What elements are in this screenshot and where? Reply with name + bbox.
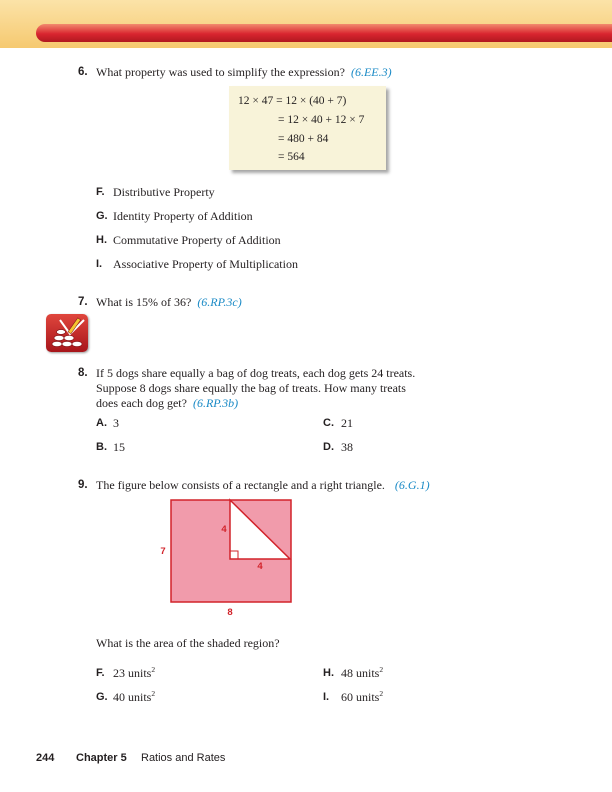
- q9-option-i-exponent: 2: [379, 689, 384, 698]
- label-triangle-horizontal-leg: 4: [257, 561, 263, 572]
- question-9-subquestion: What is the area of the shaded region?: [96, 636, 280, 650]
- page-number: 244: [36, 752, 55, 764]
- question-6-prompt: What property was used to simplify the expression?: [96, 65, 345, 79]
- question-8-standard: (6.RP.3b): [192, 396, 239, 410]
- question-6-standard: (6.EE.3): [350, 65, 392, 79]
- q9-option-f-letter: F.: [96, 667, 105, 679]
- q8-option-b-text[interactable]: 15: [113, 440, 125, 454]
- q9-option-i-value: 60 units: [341, 690, 380, 704]
- q9-option-f-exponent: 2: [151, 665, 156, 674]
- q8-option-c-text[interactable]: 21: [341, 416, 353, 430]
- q9-option-h-exponent: 2: [379, 665, 384, 674]
- q8-option-b-letter: B.: [96, 441, 107, 453]
- question-7-text: [96, 295, 242, 310]
- label-height: 7: [160, 546, 166, 557]
- question-6-text: [96, 65, 392, 80]
- label-width: 8: [227, 607, 233, 618]
- question-7-prompt: What is 15% of 36?: [96, 295, 192, 309]
- header-accent-bar: [36, 24, 612, 42]
- expression-line-3: = 480 + 84: [278, 133, 329, 145]
- q6-option-f-text[interactable]: Distributive Property: [113, 185, 215, 199]
- expression-line-2: = 12 × 40 + 12 × 7: [278, 114, 365, 126]
- expression-box: [229, 86, 386, 170]
- question-8-line-2: Suppose 8 dogs share equally the bag of treats. How many treats: [96, 381, 406, 395]
- question-9-text: [96, 478, 430, 493]
- q6-option-g-text[interactable]: Identity Property of Addition: [113, 209, 253, 223]
- q9-option-g-letter: G.: [96, 691, 108, 703]
- q8-option-d-text[interactable]: 38: [341, 440, 353, 454]
- q9-option-g-text[interactable]: [113, 690, 155, 705]
- calculator-graphic: [46, 314, 88, 352]
- question-8-text: [96, 366, 415, 411]
- q9-option-i-letter: I.: [323, 691, 330, 703]
- q6-option-h-letter: H.: [96, 234, 107, 246]
- question-6-number: 6.: [78, 66, 88, 78]
- question-9-prompt: The figure below consists of a rectangle and a right triangle.: [96, 478, 385, 492]
- question-8-line-3-wrap: [96, 396, 415, 411]
- expression-line-1: 12 × 47 = 12 × (40 + 7): [238, 95, 347, 107]
- question-7-number: 7.: [78, 296, 88, 308]
- label-triangle-vertical-leg: 4: [221, 524, 227, 535]
- question-8-line-3: does each dog get?: [96, 396, 187, 410]
- question-7-standard: (6.RP.3c): [197, 295, 242, 309]
- q8-option-c-letter: C.: [323, 417, 334, 429]
- q6-option-h-text[interactable]: Commutative Property of Addition: [113, 233, 281, 247]
- q6-option-g-letter: G.: [96, 210, 108, 222]
- question-8-line-1: If 5 dogs share equally a bag of dog treats, each dog gets 24 treats.: [96, 366, 416, 380]
- expression-line-4: = 564: [278, 151, 305, 163]
- q6-option-f-letter: F.: [96, 186, 105, 198]
- question-9-standard: (6.G.1): [394, 478, 430, 492]
- calculator-icon[interactable]: [46, 314, 88, 352]
- question-8-number: 8.: [78, 367, 88, 379]
- q8-option-d-letter: D.: [323, 441, 334, 453]
- q6-option-i-letter: I.: [96, 258, 103, 270]
- rectangle-triangle-figure: [150, 495, 310, 620]
- chapter-label: Chapter 5: [76, 752, 127, 764]
- q9-option-h-value: 48 units: [341, 666, 380, 680]
- q9-option-f-value: 23 units: [113, 666, 152, 680]
- q9-option-h-text[interactable]: [341, 666, 383, 681]
- question-9-number: 9.: [78, 479, 88, 491]
- chapter-title: Ratios and Rates: [141, 752, 226, 764]
- q9-option-g-exponent: 2: [151, 689, 156, 698]
- q9-option-i-text[interactable]: [341, 690, 383, 705]
- q8-option-a-text[interactable]: 3: [113, 416, 119, 430]
- q9-option-f-text[interactable]: [113, 666, 155, 681]
- q9-option-h-letter: H.: [323, 667, 334, 679]
- q8-option-a-letter: A.: [96, 417, 107, 429]
- q9-option-g-value: 40 units: [113, 690, 152, 704]
- q6-option-i-text[interactable]: Associative Property of Multiplication: [113, 257, 298, 271]
